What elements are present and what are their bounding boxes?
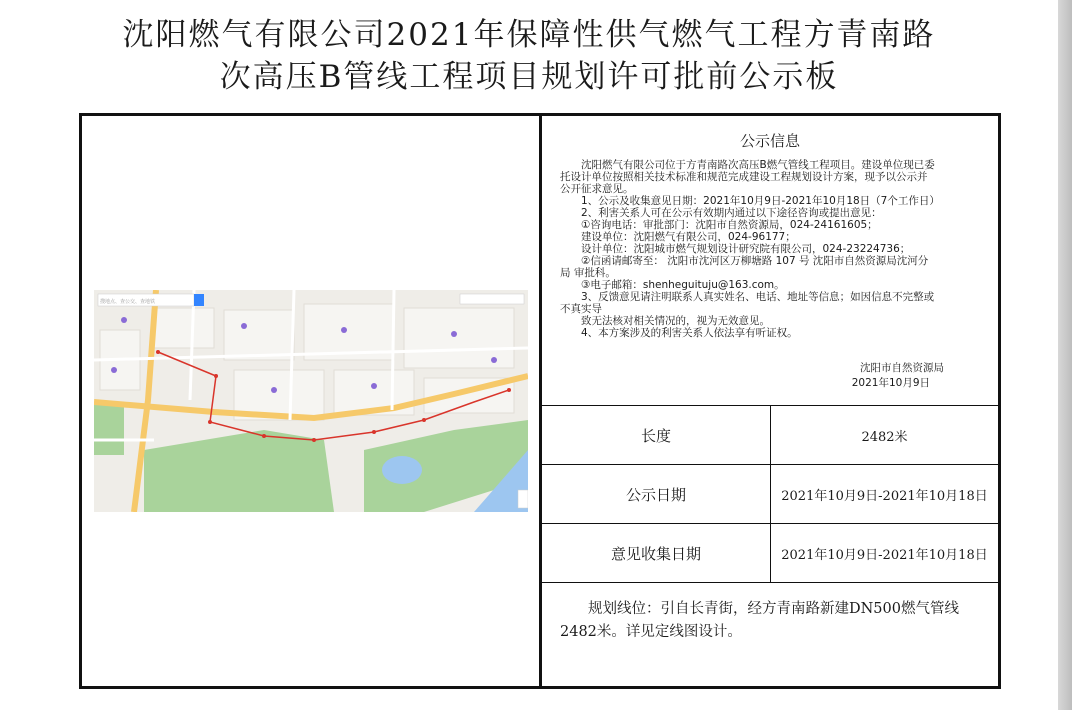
row-label-length: 长度	[542, 406, 771, 465]
notice-body	[560, 159, 980, 339]
route-map	[94, 290, 528, 512]
planning-description: 规划线位：引自长青街，经方青南路新建DN500燃气管线2482米。详见定线图设计。	[560, 601, 959, 640]
page-title	[0, 14, 1058, 98]
map-search-button[interactable]	[194, 294, 204, 306]
notice-line: 4、本方案涉及的利害关系人依法享有听证权。	[581, 327, 798, 339]
map-pane	[82, 116, 542, 686]
signature-org: 沈阳市自然资源局	[860, 362, 944, 374]
notice-section	[542, 116, 998, 406]
notice-line: ①咨询电话：审批部门：沈阳市自然资源局，024-24161605；	[581, 219, 878, 231]
notice-line: 2、利害关系人可在公示有效期内通过以下途径咨询或提出意见：	[581, 207, 882, 219]
notice-line: 不真实导	[560, 303, 602, 315]
page-edge-shadow	[1058, 0, 1072, 710]
route-map-canvas	[94, 290, 528, 512]
row-label-notice-date: 公示日期	[542, 465, 771, 524]
row-value-feedback-date: 2021年10月9日-2021年10月18日	[771, 524, 999, 583]
signature-date: 2021年10月9日	[851, 377, 930, 389]
title-line-2: 次高压B管线工程项目规划许可批前公示板	[219, 59, 839, 95]
row-label-feedback-date: 意见收集日期	[542, 524, 771, 583]
notice-line: 沈阳燃气有限公司位于方青南路次高压B燃气管线工程项目。建设单位现已委	[581, 159, 935, 171]
notice-line: 建设单位：沈阳燃气有限公司，024-96177；	[581, 231, 796, 243]
table-row	[542, 524, 998, 583]
info-pane	[542, 116, 998, 686]
title-line-1: 沈阳燃气有限公司2021年保障性供气燃气工程方青南路	[122, 17, 936, 53]
map-search-placeholder: 搜地点、查公交、查地铁	[100, 299, 156, 305]
notice-heading: 公示信息	[739, 132, 800, 150]
notice-line: 1、公示及收集意见日期：2021年10月9日-2021年10月18日（7个工作日）	[581, 195, 940, 207]
notice-line: 托设计单位按照相关技术标准和规范完成建设工程规划设计方案，现予以公示并	[560, 171, 928, 183]
notice-board	[79, 113, 1001, 689]
row-value-length: 2482米	[771, 406, 999, 465]
notice-line: 公开征求意见。	[560, 183, 634, 195]
notice-line: 3、反馈意见请注明联系人真实姓名、电话、地址等信息；如因信息不完整或	[581, 291, 935, 303]
row-value-notice-date: 2021年10月9日-2021年10月18日	[771, 465, 999, 524]
info-table	[542, 406, 998, 583]
notice-line: ③电子邮箱：shenheguituju@163.com。	[581, 279, 785, 291]
notice-line: ②信函请邮寄至： 沈阳市沈河区万柳塘路 107 号 沈阳市自然资源局沈河分	[581, 255, 929, 267]
map-toolbar[interactable]	[460, 294, 524, 304]
notice-line: 致无法核对相关情况的，视为无效意见。	[581, 315, 770, 327]
table-row	[542, 406, 998, 465]
notice-line: 设计单位：沈阳城市燃气规划设计研究院有限公司，024-23224736；	[581, 243, 911, 255]
map-zoom-control[interactable]	[518, 490, 528, 508]
table-row	[542, 465, 998, 524]
notice-line: 局 审批科。	[560, 267, 616, 279]
